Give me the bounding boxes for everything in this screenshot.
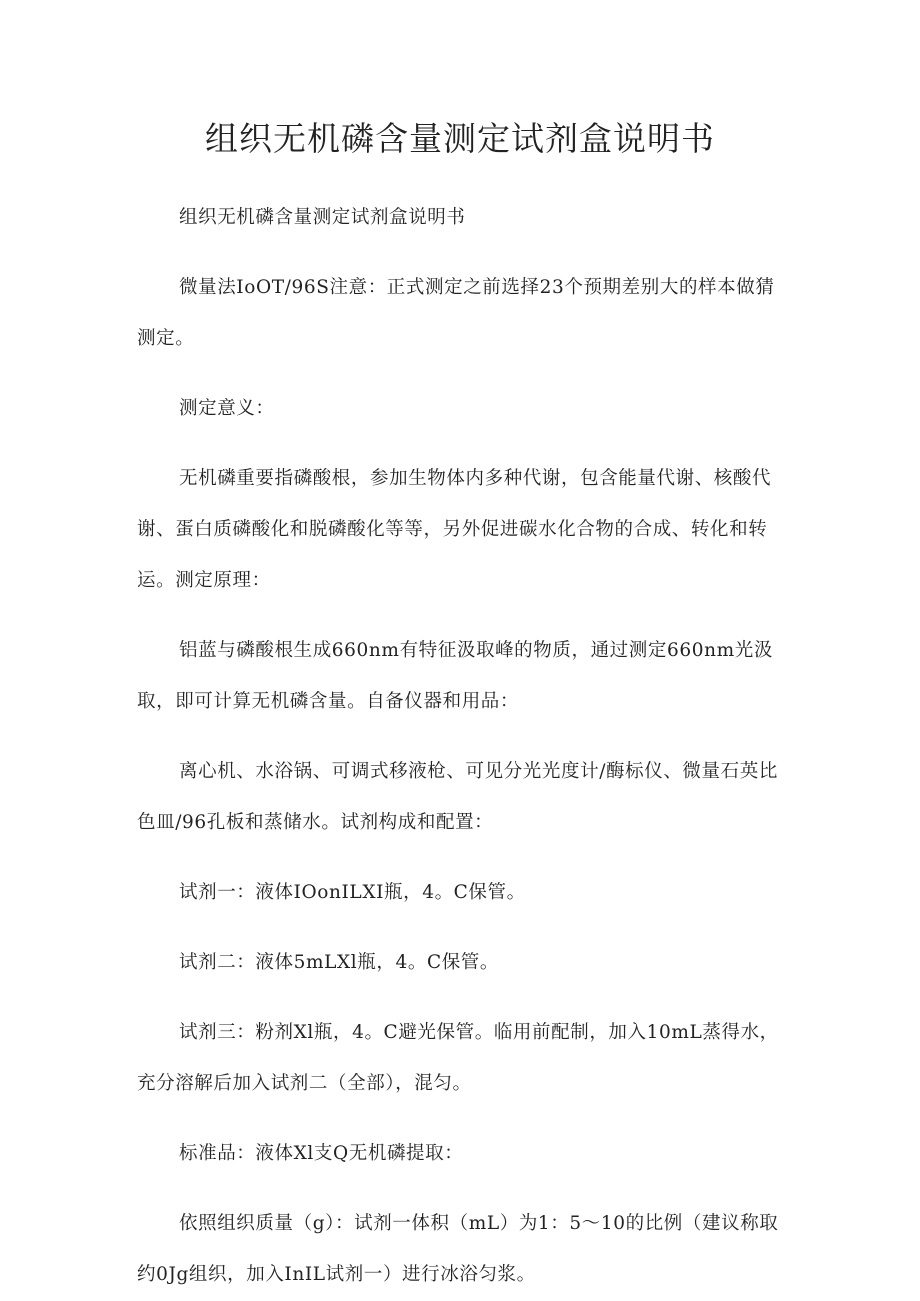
paragraph-instruments: 离心机、水浴锅、可调式移液枪、可见分光光度计/酶标仪、微量石英比色皿/96孔板和蒸储水。试剂构成和配置： bbox=[137, 761, 778, 833]
paragraph-subtitle: 组织无机磷含量测定试剂盒说明书 bbox=[179, 207, 466, 228]
page-title: 组织无机磷含量测定试剂盒说明书 bbox=[205, 119, 715, 158]
paragraph-reagent-three: 试剂三：粉剂Xl瓶，4。C避光保管。临用前配制，加入10mL蒸得水，充分溶解后加入试剂二（全部），混匀。 bbox=[137, 1022, 779, 1094]
paragraph-standard: 标准品：液体Xl支Q无机磷提取： bbox=[179, 1143, 464, 1164]
paragraph-principle-text: 铝蓝与磷酸根生成660nm有特征汲取峰的物质，通过测定660nm光汲取，即可计算无机磷含量。自备仪器和用品： bbox=[137, 640, 773, 712]
paragraph-extraction: 依照组织质量（g）：试剂一体积（mL）为1：5～10的比例（建议称取约0Jg组织，加入InIL试剂一）进行冰浴匀浆。 bbox=[137, 1213, 779, 1285]
paragraph-significance-text: 无机磷重要指磷酸根，参加生物体内多种代谢，包含能量代谢、核酸代谢、蛋白质磷酸化和脱磷酸化等等，另外促进碳水化合物的合成、转化和转运。测定原理： bbox=[137, 468, 772, 591]
paragraph-reagent-one: 试剂一：液体IOonILXI瓶，4。C保管。 bbox=[179, 882, 526, 903]
document-body bbox=[137, 192, 787, 1300]
paragraph-reagent-two: 试剂二：液体5mLXl瓶，4。C保管。 bbox=[179, 952, 500, 973]
paragraph-significance-heading: 测定意义： bbox=[179, 398, 275, 419]
paragraph-method-note: 微量法IoOT/96S注意：正式测定之前选择23个预期差别大的样本做猜测定。 bbox=[137, 277, 775, 349]
